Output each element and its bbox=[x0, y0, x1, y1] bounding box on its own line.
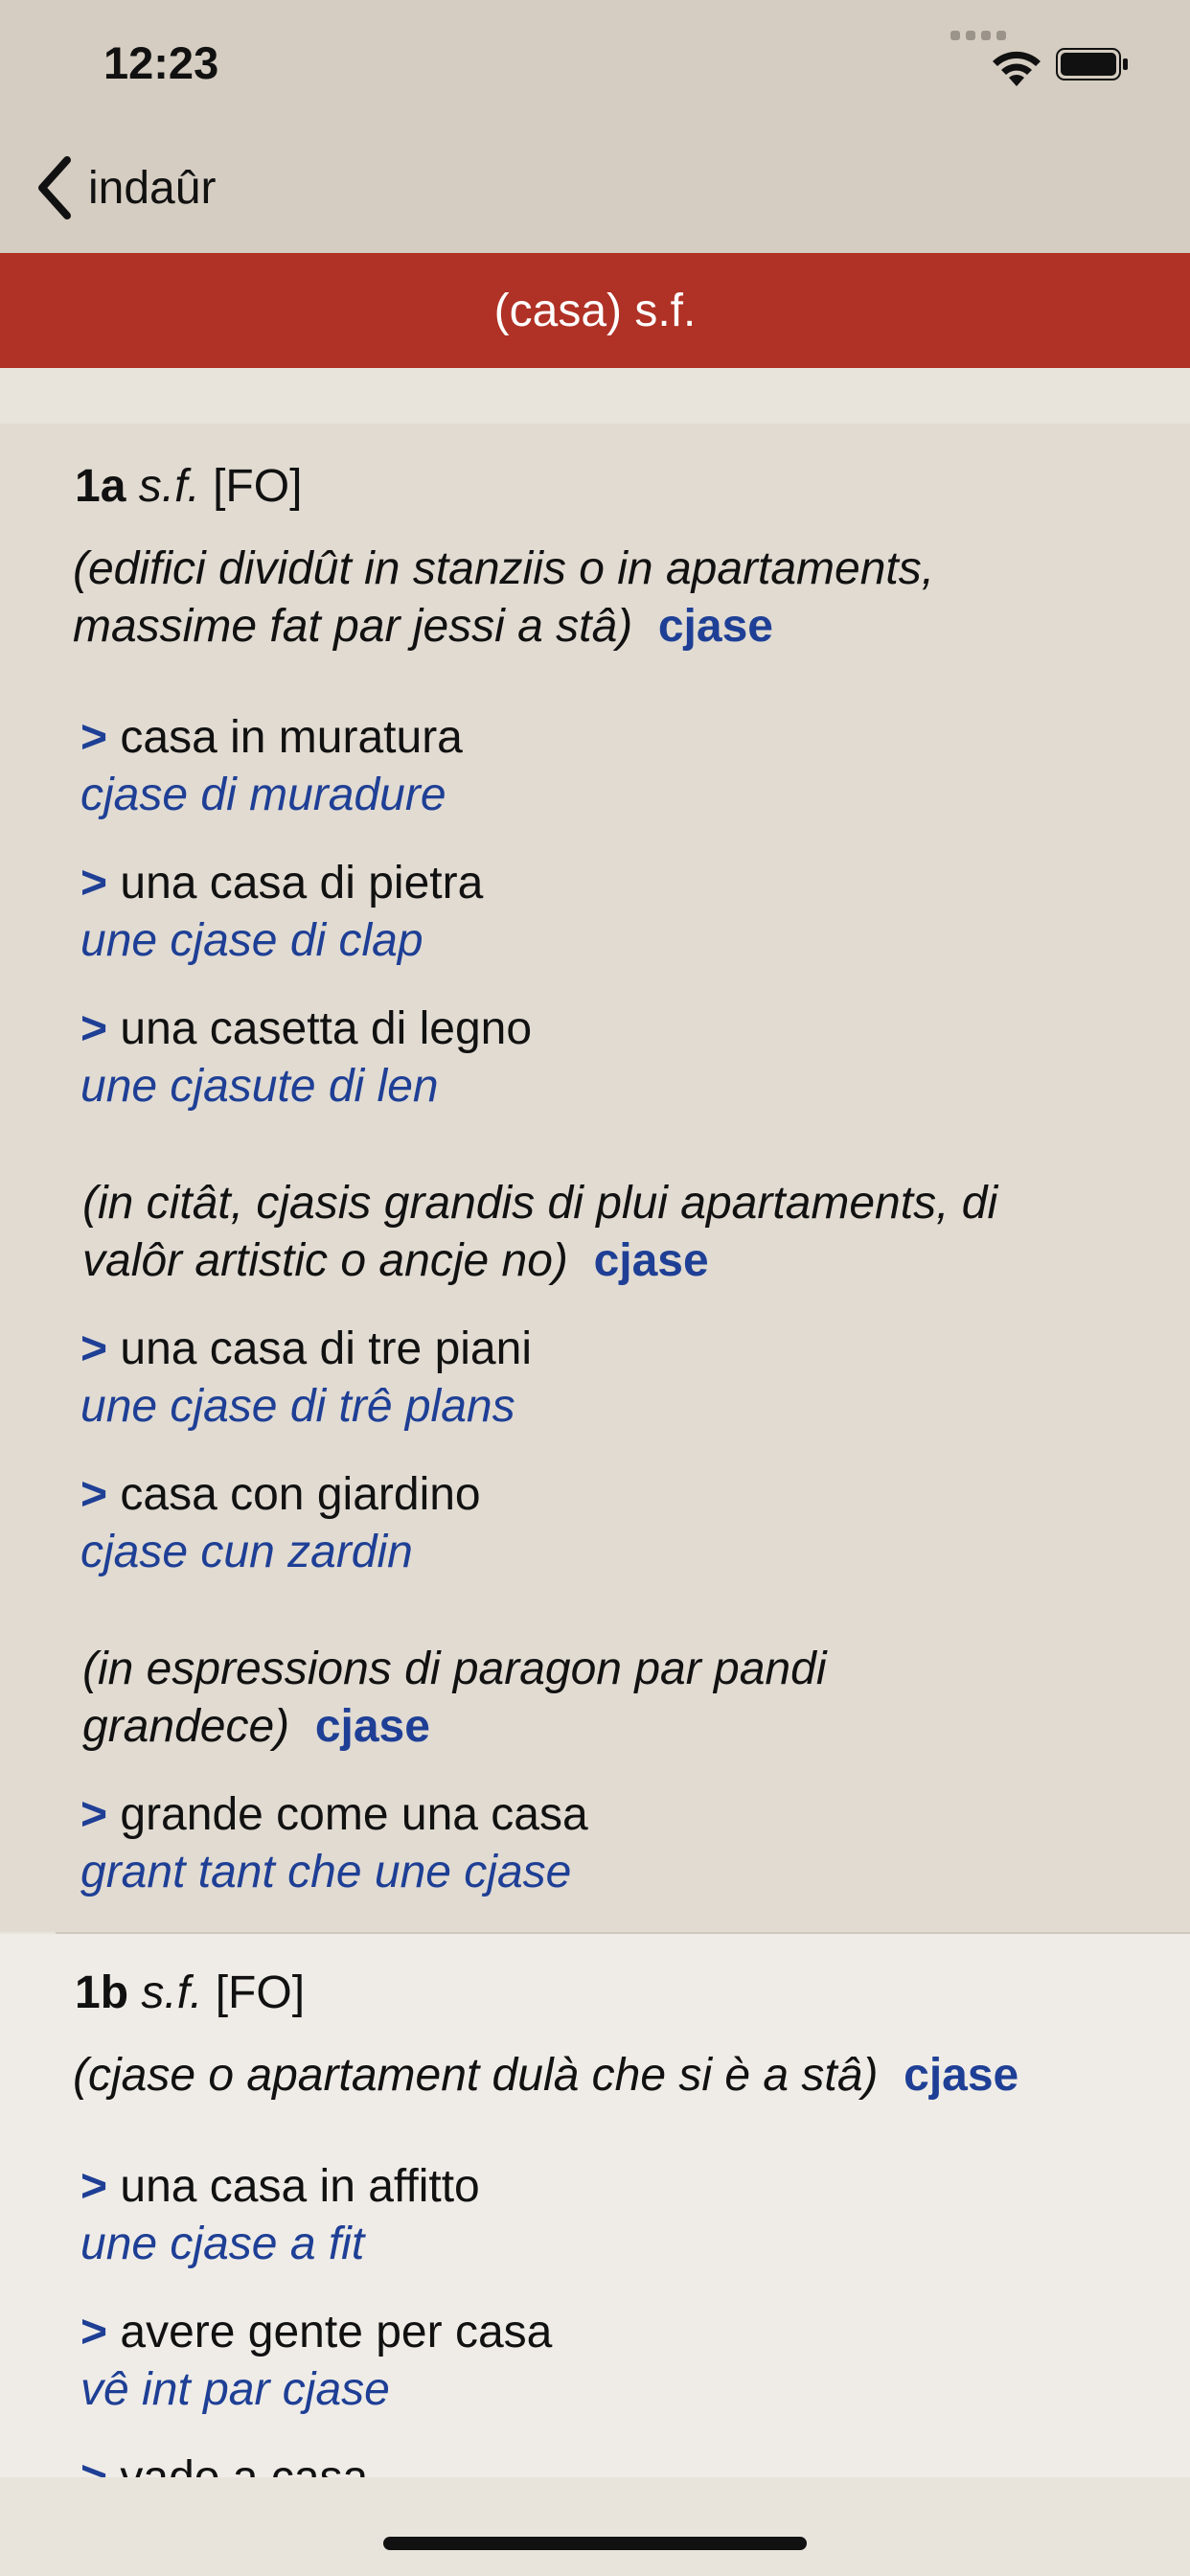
home-indicator-area bbox=[0, 2477, 1190, 2576]
translation-keyword[interactable]: cjase bbox=[657, 601, 773, 652]
example-translation: une cjase di trê plans bbox=[80, 1381, 515, 1432]
chevron-left-icon bbox=[34, 156, 73, 219]
entry-title: (casa) s.f. bbox=[493, 285, 697, 336]
status-and-nav-bar bbox=[0, 0, 1190, 253]
example-source: > casa con giardino bbox=[80, 1469, 481, 1520]
register-tag: [FO] bbox=[213, 461, 303, 512]
entry-title-bar bbox=[0, 253, 1190, 368]
example-source: > casa in muratura bbox=[80, 712, 463, 763]
status-time: 12:23 bbox=[103, 37, 219, 88]
example-marker: > bbox=[80, 1003, 108, 1054]
example-translation: cjase cun zardin bbox=[80, 1527, 413, 1577]
example-marker: > bbox=[80, 1789, 108, 1840]
example-marker: > bbox=[80, 1323, 108, 1374]
example-source: > una casetta di legno bbox=[80, 1003, 533, 1054]
example-source: > una casa in affitto bbox=[80, 2161, 480, 2212]
spacer bbox=[0, 368, 1190, 424]
sense-section-1a bbox=[0, 424, 1190, 1932]
back-button[interactable] bbox=[34, 153, 216, 222]
sense-header bbox=[75, 1965, 305, 2022]
sense-number: 1a bbox=[75, 461, 126, 512]
translation-keyword[interactable]: cjase bbox=[593, 1235, 709, 1286]
part-of-speech: s.f. bbox=[138, 461, 200, 512]
example-translation: une cjase di clap bbox=[80, 915, 423, 966]
back-button-label: indaûr bbox=[88, 162, 217, 214]
example-translation: une cjase a fit bbox=[80, 2219, 365, 2269]
example-source: > una casa di tre piani bbox=[80, 1323, 532, 1374]
sense-header bbox=[75, 458, 302, 516]
register-tag: [FO] bbox=[215, 1967, 306, 2018]
example-source: > grande come una casa bbox=[80, 1789, 588, 1840]
example-source: > una casa di pietra bbox=[80, 858, 484, 908]
home-indicator[interactable] bbox=[383, 2537, 807, 2550]
translation-keyword[interactable]: cjase bbox=[314, 1701, 430, 1752]
wifi-icon bbox=[989, 46, 1044, 88]
definition-line: (cjase o apartament dulà che si è a stâ) cjase bbox=[73, 2050, 1019, 2101]
example-translation: vê int par cjase bbox=[80, 2364, 390, 2415]
definition-line: (in espressions di paragon par pandi bbox=[82, 1644, 827, 1694]
definition-line: valôr artistic o ancje no) cjase bbox=[82, 1235, 709, 1286]
cellular-signal-icon bbox=[950, 31, 1008, 40]
example-marker: > bbox=[80, 712, 108, 763]
example-marker: > bbox=[80, 2307, 108, 2358]
sense-number: 1b bbox=[75, 1967, 129, 2018]
sense-section-1b bbox=[0, 1934, 1190, 2477]
definition-line: (edifici dividût in stanziis o in apartaments, bbox=[73, 543, 935, 594]
example-translation: une cjasute di len bbox=[80, 1061, 439, 1112]
definition-line: (in citât, cjasis grandis di plui apartaments, di bbox=[82, 1178, 998, 1229]
battery-icon bbox=[1056, 48, 1129, 80]
example-source: > avere gente per casa bbox=[80, 2307, 553, 2358]
definition-line: grandece) cjase bbox=[82, 1701, 430, 1752]
example-marker: > bbox=[80, 858, 108, 908]
example-marker: > bbox=[80, 2161, 108, 2212]
example-translation: cjase di muradure bbox=[80, 770, 446, 820]
translation-keyword[interactable]: cjase bbox=[904, 2050, 1019, 2101]
example-translation: grant tant che une cjase bbox=[80, 1847, 572, 1898]
example-marker: > bbox=[80, 1469, 108, 1520]
part-of-speech: s.f. bbox=[141, 1967, 203, 2018]
definition-line: massime fat par jessi a stâ) cjase bbox=[73, 601, 773, 652]
